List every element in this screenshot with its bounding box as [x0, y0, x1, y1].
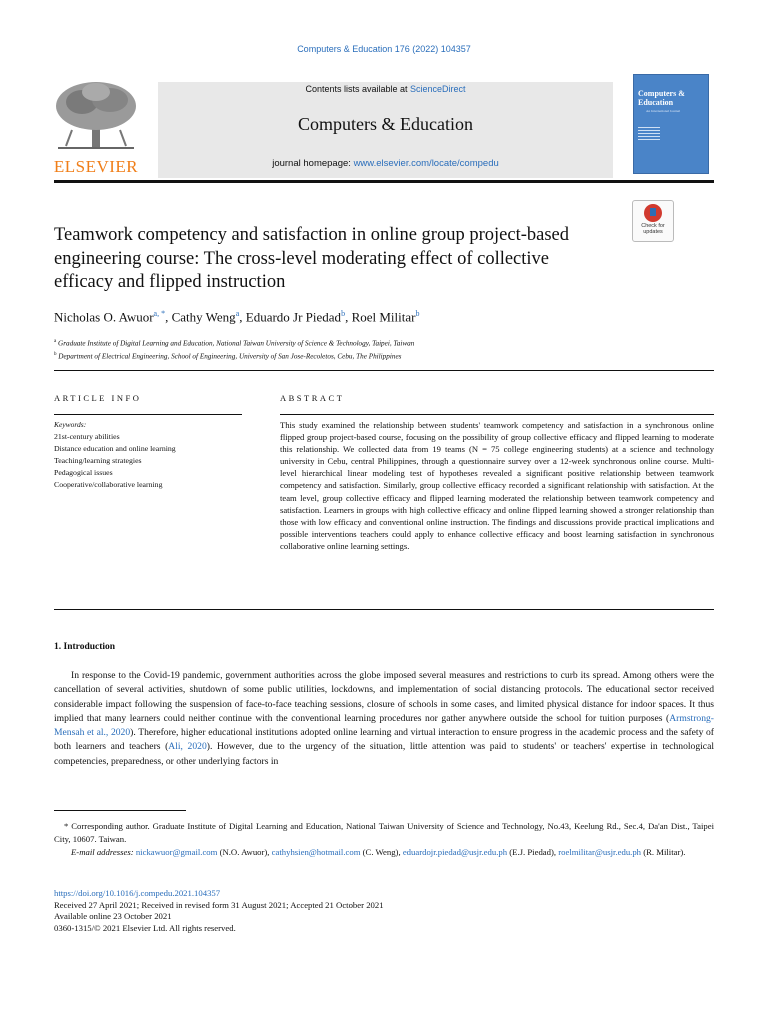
abstract-text: This study examined the relationship between students' teamwork competency and satisfaction in a synchronous online flipped group project-based course, focusing on the possibility of group collective efficacy and flipped learning to moderate this relationship. We collected data from 19 teams (N = 75 college engineering students) at a science and technology university in Cebu, central Philippines, through a questionnaire survey over a 12-week synchronous online course. Multi-level hierarchical linear modeling test of hypotheses revealed a significant positive relationship between teamwork competency and satisfaction. Similarly, group collective efficacy recorded a significant relationship with satisfaction. At the team level, group collective efficacy and flipped learning moderated the relationship between teamwork competency and satisfaction. Learners in groups with high collective efficacy and online flipped learning showed a stronger relationship than those with low efficacy and conventional online instruction. The findings and discussions provide practical implications and possible interventions teachers could apply to enhance collective efficacy and boost learning satisfaction in synchronous collaborative online learning settings. [280, 420, 714, 551]
author-name[interactable]: Nicholas O. Awuor [54, 309, 154, 325]
author-name[interactable]: Roel Militar [351, 309, 416, 325]
affiliation-text: Department of Electrical Engineering, School of Engineering, University of San Jose-Recoletos, Cebu, The Philippines [58, 352, 402, 361]
check-updates-label: Check for updates [641, 223, 665, 235]
elsevier-logo[interactable] [52, 80, 140, 176]
journal-cover[interactable] [633, 74, 709, 174]
author-list [54, 309, 419, 325]
corresponding-author-footnote [54, 820, 714, 859]
author-affiliation-mark[interactable]: b [415, 309, 420, 318]
affiliation-mark: b [54, 352, 57, 358]
affiliation-line [54, 349, 414, 362]
section-divider [54, 370, 714, 371]
affiliation-line [54, 336, 414, 349]
email-owner: (C. Weng), [360, 847, 403, 857]
affiliation-mark: a [54, 339, 57, 344]
abstract-rule [280, 414, 714, 415]
email-addresses [54, 846, 714, 859]
available-online: Available online 23 October 2021 [54, 911, 172, 922]
journal-homepage: journal homepage: www.elsevier.com/locate/compedu [272, 158, 499, 169]
author-affiliation-mark[interactable]: b [341, 309, 346, 318]
journal-title: Computers & Education [298, 114, 473, 134]
keyword-item: 21st-century abilities [54, 432, 120, 441]
email-owner: (N.O. Awuor), [217, 847, 272, 857]
cover-title: Computers & Education [638, 89, 685, 107]
footnote-rule [54, 810, 186, 811]
sciencedirect-link[interactable]: ScienceDirect [410, 84, 466, 94]
author-separator: , [345, 309, 352, 325]
elsevier-tree-icon [52, 80, 140, 150]
affiliation-text: Graduate Institute of Digital Learning and Education, National Taiwan University of Science & Technology, Taipei, Taiwan [58, 339, 415, 348]
journal-homepage-link[interactable]: www.elsevier.com/locate/compedu [353, 158, 499, 169]
article-info-heading: ARTICLE INFO [54, 393, 142, 403]
received-dates: Received 27 April 2021; Received in revised form 31 August 2021; Accepted 21 October 2021 [54, 899, 384, 910]
introduction-heading: 1. Introduction [54, 642, 116, 652]
email-link[interactable]: cathyhsien@hotmail.com [271, 847, 361, 857]
copyright-notice: 0360-1315/© 2021 Elsevier Ltd. All rights reserved. [54, 922, 236, 933]
keyword-item: Distance education and online learning [54, 444, 176, 453]
email-link[interactable]: roelmilitar@usjr.edu.ph [558, 847, 642, 857]
article-info-rule [54, 414, 242, 415]
keywords-label: Keywords: [54, 420, 87, 429]
keyword-item: Pedagogical issues [54, 468, 113, 477]
doi-link[interactable]: https://doi.org/10.1016/j.compedu.2021.104357 [54, 888, 221, 898]
email-link[interactable]: eduardojr.piedad@usjr.edu.ph [402, 847, 508, 857]
author-name[interactable]: Cathy Weng [171, 309, 236, 325]
abstract-bottom-divider [54, 609, 714, 610]
keyword-list [54, 431, 176, 491]
keyword-item: Cooperative/collaborative learning [54, 480, 163, 489]
author-separator: , [165, 309, 172, 325]
email-owner: (R. Militar). [641, 847, 686, 857]
cover-text-lines [638, 127, 660, 142]
author-affiliation-mark[interactable]: a, * [153, 309, 166, 318]
affiliations [54, 336, 414, 363]
author-name[interactable]: Eduardo Jr Piedad [245, 309, 342, 325]
author-separator: , [239, 309, 246, 325]
contents-availability: Contents lists available at ScienceDirect [305, 84, 466, 94]
citation-link[interactable]: Armstrong-Mensah et al., 2020 [54, 712, 714, 739]
article-title: Teamwork competency and satisfaction in online group project-based engineering course: The cross-level moderating effect of collective efficacy and flipped instruction [54, 225, 569, 292]
publisher-wordmark: ELSEVIER [53, 157, 139, 176]
email-owner: (E.J. Piedad), [507, 847, 559, 857]
email-label: E-mail addresses: [71, 847, 134, 857]
check-for-updates-button[interactable] [632, 200, 674, 242]
cover-subtitle: An International Journal [646, 109, 681, 113]
journal-banner [158, 82, 613, 178]
abstract-heading: ABSTRACT [280, 393, 345, 403]
email-link[interactable]: nickawuor@gmail.com [135, 847, 218, 857]
corresponding-note: * Corresponding author. Graduate Institute of Digital Learning and Education, National Taiwan University of Science and Technology, No.43, Keelung Rd., Sec.4, Da'an Dist., Taipei City, 10607. Taiwan. [54, 821, 714, 844]
keyword-item: Teaching/learning strategies [54, 456, 142, 465]
citation-link[interactable]: Ali, 2020 [168, 741, 207, 753]
introduction-paragraph: In response to the Covid-19 pandemic, government authorities across the globe imposed several measures and restrictions to curb its spread. Among others were the cancellation of several activities, shutdown of some public utilities, lockdowns, and implementation of social distancing protocols. The educational sector received considerable impact following the suspension of face-to-face teaching sessions, closure of schools in some cases, and limited physical distance for indoor spaces. It thus implied that many learners could neither continue with the conventional learning procedures nor gather anywhere outside the school for tuition purposes (Armstrong-Mensah et al., 2020). Therefore, higher educational institutions adopted online learning and virtual interaction to ensure progress in the academic process and the safety of both learners and teachers (Ali, 2020). However, due to the urgency of the situation, little attention was paid to students' or teachers' expertise in technological competencies, preparedness, or other underlying factors in [54, 670, 714, 767]
author-affiliation-mark[interactable]: a [235, 309, 240, 318]
journal-reference[interactable]: Computers & Education 176 (2022) 104357 [297, 44, 471, 54]
check-updates-icon [644, 204, 662, 222]
header-divider [54, 180, 714, 183]
publication-info [54, 888, 384, 934]
